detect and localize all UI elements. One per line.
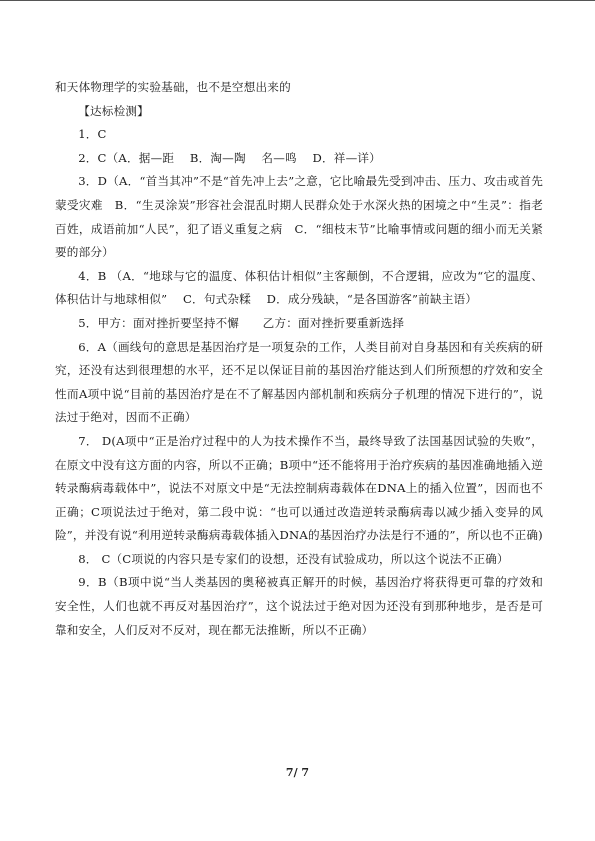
answer-item-1: 1．C — [78, 127, 107, 142]
answer-item-5: 5．甲方：面对挫折要坚持不懈 乙方：面对挫折要重新选择 — [78, 315, 405, 330]
answer-item-2: 2．C（A．据—距 B．淘—陶 名—鸣 D．祥—详） — [78, 150, 381, 165]
answer-item-4: 4．B （A．“地球与它的温度、体积估计相似”主客颠倒，不合逻辑，应改为“它的温度、体积估计与地球相似” C．句式杂糅 D．成分残缺，“是各国游客”前缺主语） — [55, 268, 543, 307]
page-number: 7/ 7 — [285, 766, 310, 779]
answer-item-6: 6．A（画线句的意思是基因治疗是一项复杂的工作，人类目前对自身基因和有关疾病的研究，还没有达到很理想的水平，还不足以保证目前的基因治疗能达到人们所预想的疗效和安全性而A项中说“目前的基因治疗是在不了解基因内部机制和疾病分子机理的情况下进行的”，说法过于绝对，因而不正确） — [55, 339, 543, 425]
answer-item-7: 7． D(A项中“正是治疗过程中的人为技术操作不当，最终导致了法国基因试验的失败”，在原文中没有这方面的内容，所以不正确；B项中“还不能将用于治疗疾病的基因准确地插入逆转录酶病毒载体中”，说法不对原文中是“无法控制病毒载体在DNA上的插入位置”，因而也不正确；C项说法过于绝对，第二段中说：“也可以通过改造逆转录酶病毒以减少插入变异的风险”，并没有说“利用逆转录酶病毒载体插入DNA的基因治疗办法是行不通的”，所以也不正确) — [55, 433, 543, 543]
answer-item-3: 3．D（A．“首当其冲”不是“首先冲上去”之意，它比喻最先受到冲击、压力、攻击或首先蒙受灾难 B．“生灵涂炭”形容社会混乱时期人民群众处于水深火热的困境之中“生灵”：指老百姓，成语前加“人民”，犯了语义重复之病 C．“细枝末节”比喻事情或问题的细小而无关紧要的部分） — [55, 174, 543, 260]
continued-paragraph: 和天体物理学的实验基础，也不是空想出来的 — [55, 80, 291, 94]
answer-item-8: 8． C（C项说的内容只是专家们的设想，还没有试验成功，所以这个说法不正确） — [78, 551, 509, 566]
header-rule — [0, 0, 595, 1]
section-heading: 【达标检测】 — [78, 103, 149, 118]
document-body — [55, 76, 543, 642]
answer-item-9: 9．B（B项中说“当人类基因的奥秘被真正解开的时候，基因治疗将获得更可靠的疗效和安全性，人们也就不再反对基因治疗”，这个说法过于绝对因为还没有到那种地步，是否是可靠和安全，人们反对不反对，现在都无法推断，所以不正确） — [55, 575, 543, 637]
